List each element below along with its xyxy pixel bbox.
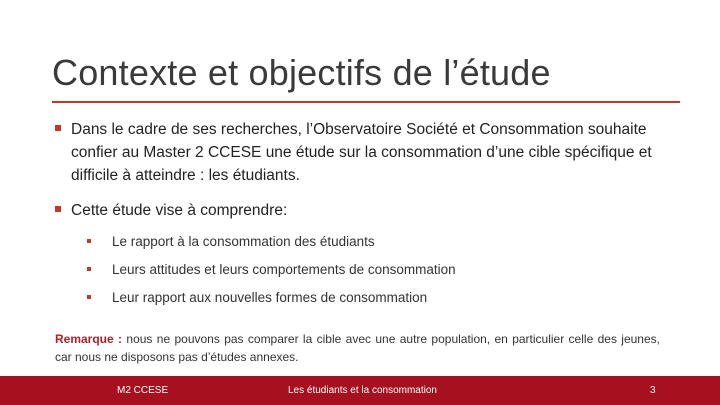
sub-bullet-text: Leurs attitudes et leurs comportements de consommation	[112, 262, 456, 277]
sub-bullet-item	[87, 232, 675, 260]
slide-title: Contexte et objectifs de l’étude	[52, 52, 551, 93]
sub-bullet-text: Le rapport à la consommation des étudiants	[112, 234, 375, 249]
sub-bullet-square-icon	[87, 267, 91, 271]
remark-text: nous ne pouvons pas comparer la cible avec une autre population, en particulier celle des jeunes, car nous ne disposons pas d’études annexes.	[55, 332, 660, 364]
bullet-square-icon	[55, 125, 61, 131]
bullet-text: Cette étude vise à comprendre:	[71, 202, 288, 219]
remark-label: Remarque :	[55, 332, 123, 346]
bullet-item	[55, 199, 675, 222]
footer-left-text: M2 CCESE	[117, 385, 169, 396]
sub-bullet-list	[87, 232, 675, 316]
footer-center-text: Les étudiants et la consommation	[288, 385, 437, 396]
remark-note	[55, 330, 660, 366]
sub-bullet-item	[87, 288, 675, 316]
page-number: 3	[650, 385, 656, 396]
sub-bullet-square-icon	[87, 295, 91, 299]
footer-bar	[0, 376, 720, 405]
bullet-list	[55, 118, 675, 316]
bullet-text: Dans le cadre de ses recherches, l’Observatoire Société et Consommation souhaite confier au Master 2 CCESE une étude sur la consommation d’une cible spécifique et difficile à atteindre : les étudiants.	[71, 121, 652, 184]
bullet-item	[55, 118, 675, 187]
sub-bullet-item	[87, 260, 675, 288]
sub-bullet-text: Leur rapport aux nouvelles formes de consommation	[112, 290, 428, 305]
title-divider	[52, 101, 680, 103]
bullet-square-icon	[55, 206, 61, 212]
sub-bullet-square-icon	[87, 239, 91, 243]
